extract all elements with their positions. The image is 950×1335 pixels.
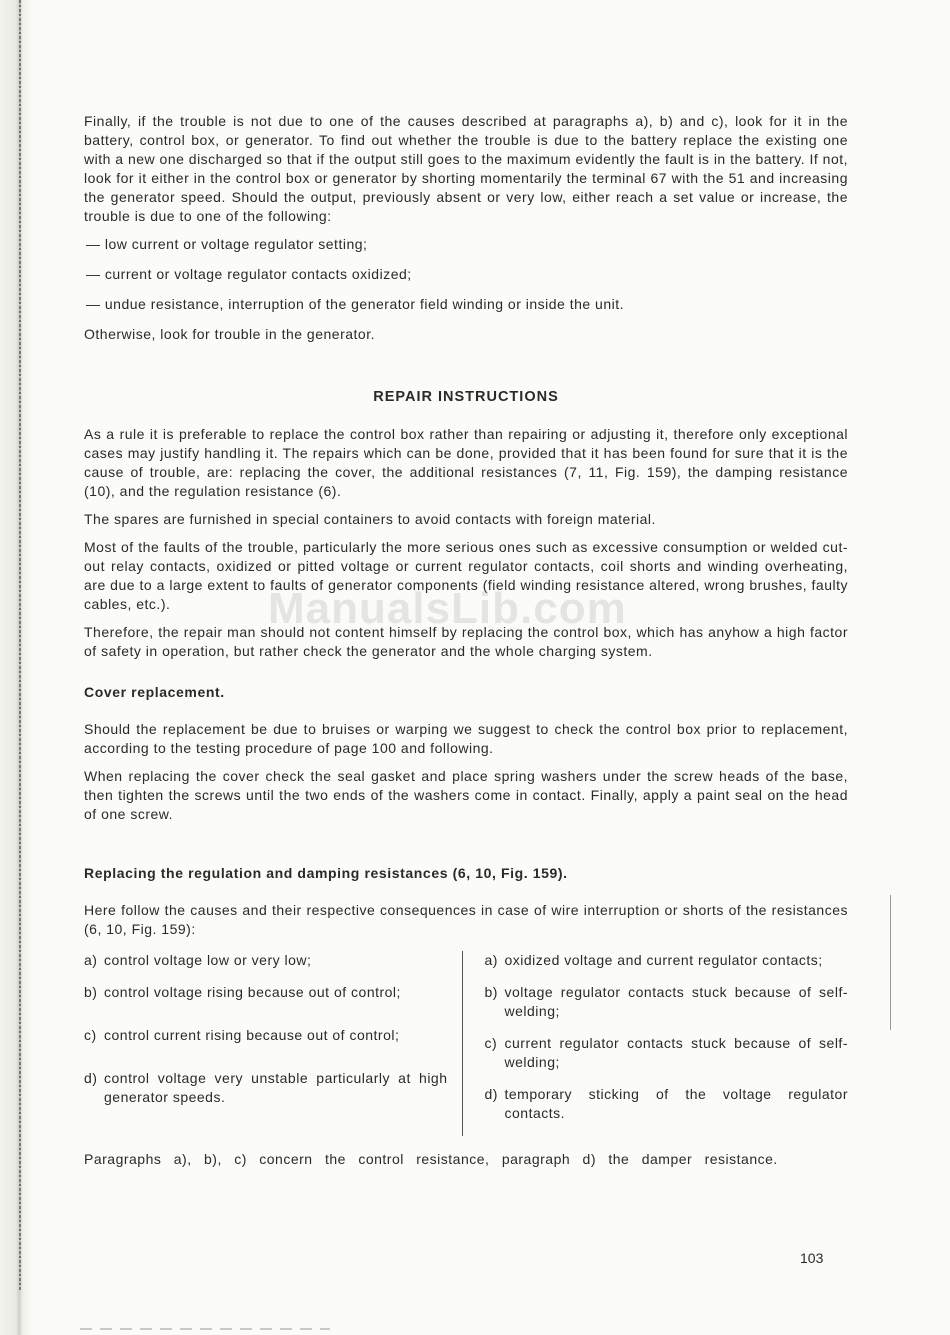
trouble-list	[84, 235, 848, 314]
consequences-column	[463, 951, 849, 1136]
item-text: control current rising because out of control;	[104, 1027, 400, 1043]
cover-paragraph: When replacing the cover check the seal gasket and place spring washers under the screw heads of the base, then tighten the screws until the two ends of the washers come in contact. Finally, apply a paint seal on the head of one screw.	[84, 768, 848, 822]
repair-paragraph: The spares are furnished in special containers to avoid contacts with foreign material.	[84, 511, 656, 527]
item-label: a)	[84, 952, 98, 968]
cover-paragraph: Should the replacement be due to bruises or warping we suggest to check the control box prior to replacement, according to the testing procedure of page 100 and following.	[84, 721, 848, 756]
otherwise-paragraph: Otherwise, look for trouble in the generator.	[84, 326, 375, 342]
repair-paragraph: Most of the faults of the trouble, particularly the more serious ones such as excessive consumption or welded cut-out relay contacts, oxidized or pitted voltage or current regulator contacts, coil shorts and winding overheating, are due to a large extent to faults of generator components (field winding resistance altered, wrong brushes, faulty cables, etc.).	[84, 539, 848, 612]
cause-item	[84, 983, 448, 1002]
consequence-item	[485, 983, 849, 1021]
item-label: c)	[484, 1035, 498, 1051]
trouble-list-item: — current or voltage regulator contacts oxidized;	[86, 266, 412, 282]
document-body	[84, 112, 848, 1178]
cause-consequence-table	[84, 951, 848, 1136]
repair-paragraph: As a rule it is preferable to replace the control box rather than repairing or adjusting it, therefore only exceptional cases may justify handling it. The repairs which can be done, provided that it has been found for sure that it is the cause of trouble, are: replacing the cover, the additional resistances (7, 11, Fig. 159), the damping resistance (10), and the regulation resistance (6).	[84, 426, 848, 499]
item-label: c)	[84, 1027, 97, 1043]
cover-replacement-heading: Cover replacement.	[84, 684, 225, 700]
item-label: b)	[484, 984, 498, 1000]
consequence-item	[485, 951, 849, 970]
item-text: voltage regulator contacts stuck because of self-welding;	[504, 984, 848, 1019]
page-binding-edge	[0, 0, 34, 1335]
item-text: control voltage low or very low;	[104, 952, 312, 968]
item-label: d)	[484, 1086, 498, 1102]
scan-footer-smudge	[80, 1328, 330, 1330]
scan-margin-mark	[890, 895, 891, 1030]
item-label: d)	[84, 1070, 98, 1086]
item-text: control voltage very unstable particularly at high generator speeds.	[104, 1070, 448, 1105]
item-text: current regulator contacts stuck because of self-welding;	[504, 1035, 848, 1070]
resistances-intro: Here follow the causes and their respective consequences in case of wire interruption or shorts of the resistances (6, 10, Fig. 159):	[84, 902, 848, 937]
page-number: 103	[800, 1250, 824, 1266]
intro-paragraph: Finally, if the trouble is not due to one of the causes described at paragraphs a), b) and c), look for it in the battery, control box, or generator. To find out whether the trouble is due to the battery replace the existing one with a new one discharged so that if the output still goes to the maximum evidently the fault is in the battery. If not, look for it either in the control box or generator by shorting momentarily the terminal 67 with the 51 and increasing the generator speed. Should the output, previously absent or very low, either reach a set value or increase, the trouble is due to one of the following:	[84, 113, 849, 224]
consequence-item	[485, 1034, 849, 1072]
repair-paragraph: Therefore, the repair man should not content himself by replacing the control box, which has anyhow a high factor of safety in operation, but rather check the generator and the whole charging system.	[84, 624, 848, 659]
closing-paragraph: Paragraphs a), b), c) concern the control resistance, paragraph d) the damper resistance.	[84, 1151, 778, 1167]
item-label: a)	[484, 952, 498, 968]
repair-instructions-heading: REPAIR INSTRUCTIONS	[373, 389, 559, 405]
item-text: control voltage rising because out of control;	[104, 984, 401, 1000]
trouble-list-item: — low current or voltage regulator setting;	[86, 236, 368, 252]
item-text: temporary sticking of the voltage regulator contacts.	[504, 1086, 848, 1121]
item-label: b)	[84, 984, 98, 1000]
trouble-list-item: — undue resistance, interruption of the generator field winding or inside the unit.	[86, 296, 625, 312]
cause-item	[84, 951, 448, 970]
causes-column	[84, 951, 463, 1136]
consequence-item	[485, 1085, 849, 1123]
item-text: oxidized voltage and current regulator contacts;	[504, 952, 823, 968]
binding-stitch-line	[19, 0, 21, 1290]
resistances-heading: Replacing the regulation and damping resistances (6, 10, Fig. 159).	[84, 865, 568, 881]
watermark-text: ManualsLib.com	[268, 584, 627, 633]
cause-item	[84, 1026, 448, 1045]
cause-item	[84, 1069, 448, 1107]
